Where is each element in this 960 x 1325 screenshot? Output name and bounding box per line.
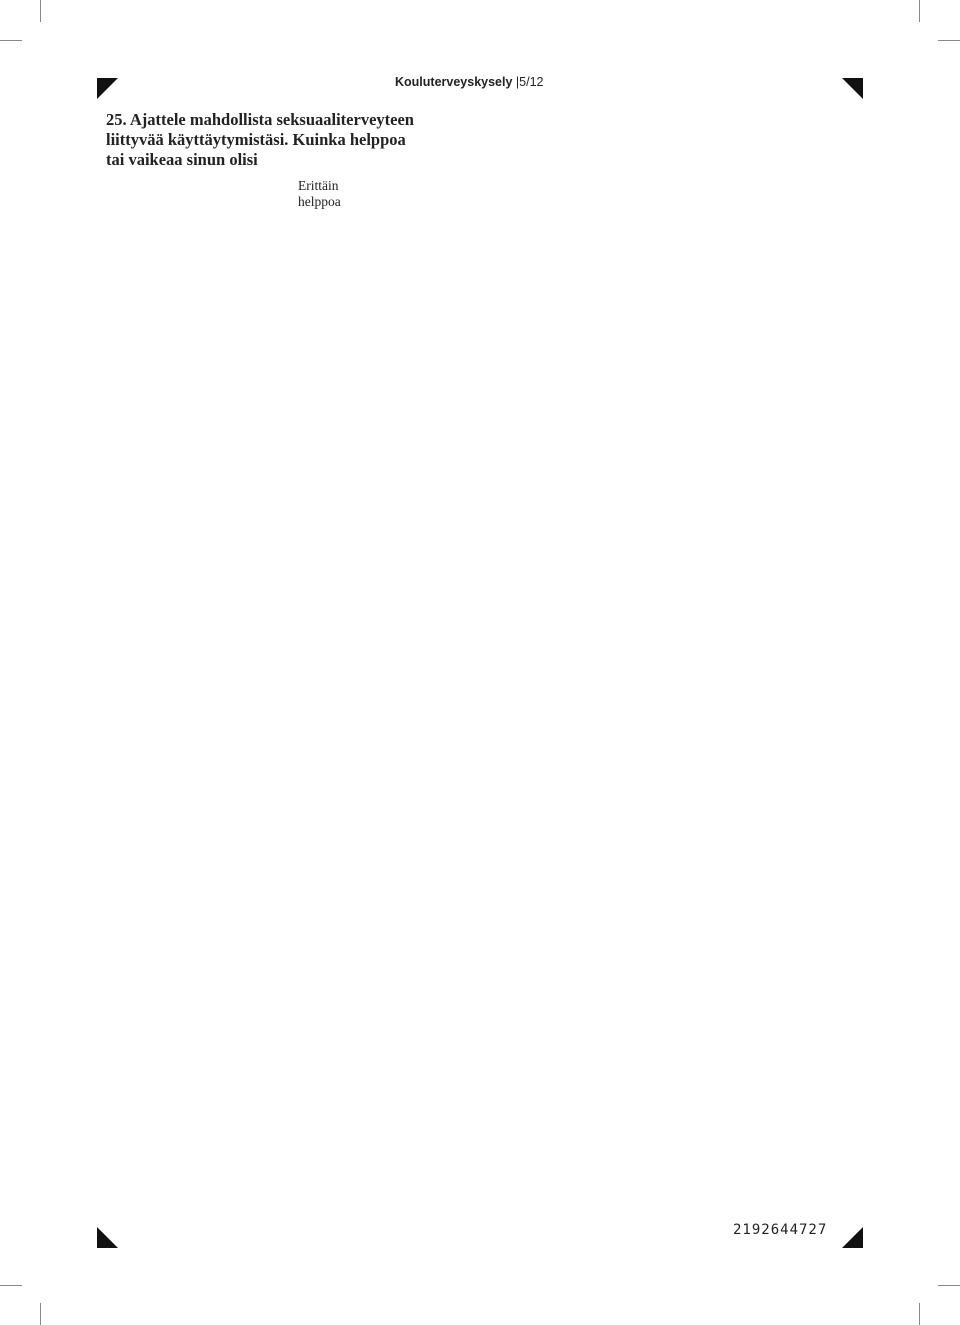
registration-mark <box>842 78 863 99</box>
registration-mark <box>97 78 118 99</box>
question-title: 25. Ajattele mahdollista seksuaaliterveyteen <box>106 110 414 129</box>
crop-mark <box>0 1285 22 1286</box>
header-title: Kouluterveyskysely <box>395 75 513 89</box>
crop-mark <box>40 1303 41 1325</box>
column-header: Erittäin <box>298 178 339 193</box>
crop-mark <box>919 1303 920 1325</box>
page-header: Kouluterveyskysely |5/12 <box>395 75 544 89</box>
registration-mark <box>97 1227 118 1248</box>
crop-mark <box>0 40 22 41</box>
barcode-number: 2192644727 <box>733 1222 828 1238</box>
question-title: liittyvää käyttäytymistäsi. Kuinka helppoa <box>106 130 406 149</box>
page-number: 5/12 <box>519 75 544 89</box>
crop-mark <box>919 0 920 22</box>
column-header: helppoa <box>298 194 341 209</box>
crop-mark <box>938 40 960 41</box>
question-title: tai vaikeaa sinun olisi <box>106 150 258 169</box>
crop-mark <box>40 0 41 22</box>
crop-mark <box>938 1285 960 1286</box>
registration-mark <box>842 1227 863 1248</box>
